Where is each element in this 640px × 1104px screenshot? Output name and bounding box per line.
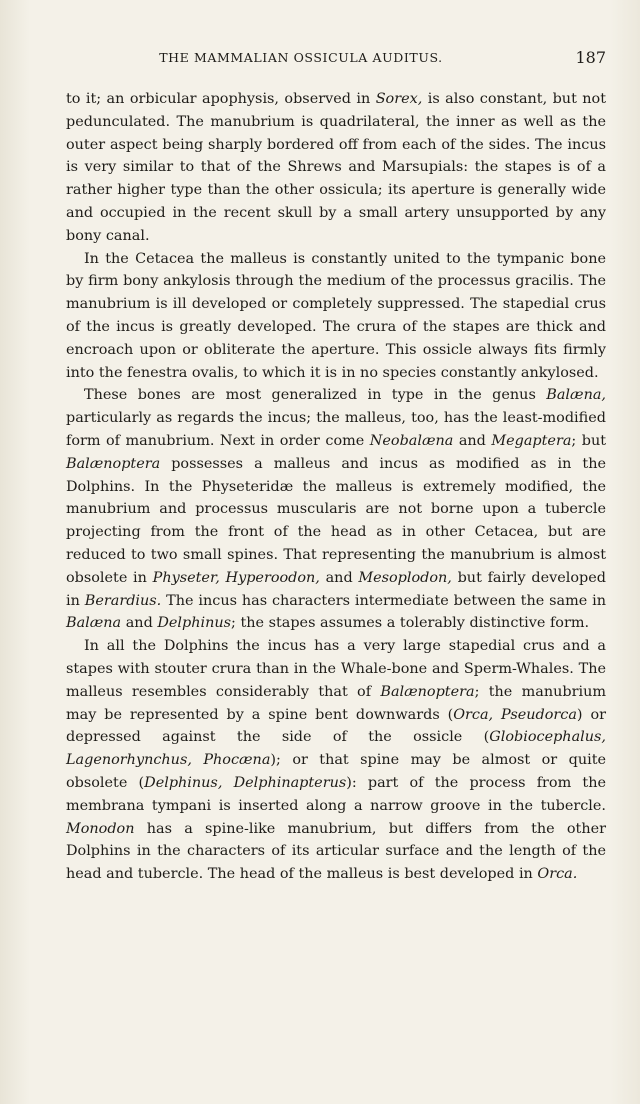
text-run [192,752,203,768]
text-run: These bones are most generalized in type in the genus [84,387,547,404]
text-run: In all the Dolphins the incus has a very large stapedial crus and a stapes with stouter crura than in the Whale-bone and Sperm-Whales. The malleus resembles considerably that of [66,638,606,700]
italic-term: Physeter, [152,569,220,586]
body-text [66,88,606,886]
text-run: ) or depressed against the side of the ossicle ( [66,706,606,746]
text-run: ; the manubrium may be represented by a spine bent downwards ( [66,683,606,723]
text-run: The incus has characters intermediate between the same in [161,592,606,609]
page-header [66,48,606,68]
italic-term: Globiocephalus, [489,729,606,746]
italic-term: Phocæna [203,752,271,769]
paragraph [66,635,606,886]
paragraph [66,88,606,248]
text-run: ): part of the process from the membrana tympani is inserted along a narrow groove in the tubercle. [66,774,606,814]
text-run: ; the stapes assumes a tolerably distinctive form. [231,615,590,632]
italic-term: Orca. [537,866,578,883]
italic-term: Delphinapterus [233,774,347,791]
running-title: THE MAMMALIAN OSSICULA AUDITUS. [159,50,443,65]
text-run: and [121,615,158,632]
italic-term: Orca, [453,706,494,723]
italic-term: Neobalæna [369,432,454,449]
text-run: to it; an orbicular apophysis, observed in [66,91,376,107]
text-run: possesses a malleus and incus as modified as in the Dolphins. In the Physeteridæ the malleus is extremely modified, the manubrium and processus muscularis are not borne upon a tubercle projecting from the front of the head as in other Cetacea, but are reduced to two small spines. That representing the manubrium is almost obsolete in [66,455,606,586]
text-run: particularly as regards the incus; the malleus, too, has the least-modified form of manubrium. Next in order come [66,410,606,449]
italic-term: Lagenorhynchus, [66,752,192,769]
italic-term: Berardius. [84,592,162,609]
italic-term: Hyperoodon, [225,569,320,586]
text-run: is also constant, but not pedunculated. The manubrium is quadrilateral, the inner as well as the outer aspect being sharply bordered off from each of the sides. The incus is very similar to that of the Shrews and Marsupials: the stapes is of a rather higher type than the other ossicula; its aperture is generally wide and occupied in the recent skull by a small artery unsupported by any bony canal. [66,91,607,244]
text-run: and [453,432,492,449]
italic-term: Balæna [66,615,122,632]
page-number: 187 [575,48,606,67]
italic-term: Sorex, [375,91,423,107]
text-run: has a spine-like manubrium, but differs from the other Dolphins in the characters of its articular surface and the length of the head and tubercle. The head of the malleus is best developed in [66,820,606,883]
text-run: ); or that spine may be almost or quite obsolete ( [66,752,607,791]
italic-term: Balæna, [546,387,606,404]
text-run: In the Cetacea the malleus is constantly united to the tympanic bone by firm bony ankylosis through the medium of the processus gracilis. The manubrium is ill developed or completely suppressed. The stapedial crus of the incus is greatly developed. The crura of the stapes are thick and encroach upon or obliterate the aperture. This ossicle always fits firmly into the fenestra ovalis, to which it is in no species constantly ankylosed. [66,250,606,381]
italic-term: Balænoptera [380,683,475,700]
italic-term: Monodon [66,820,135,837]
text-run [222,775,233,791]
paragraph [66,384,606,635]
text-run: but fairly developed in [66,569,606,609]
paragraph [66,248,606,385]
italic-term: Pseudorca [501,706,577,723]
text-run: and [319,569,359,586]
italic-term: Delphinus, [144,774,223,791]
italic-term: Megaptera [491,432,572,449]
italic-term: Balænoptera [66,455,161,472]
italic-term: Delphinus [157,615,232,632]
text-run [493,707,501,723]
italic-term: Mesoplodon, [358,569,452,586]
text-run: ; but [571,432,607,449]
